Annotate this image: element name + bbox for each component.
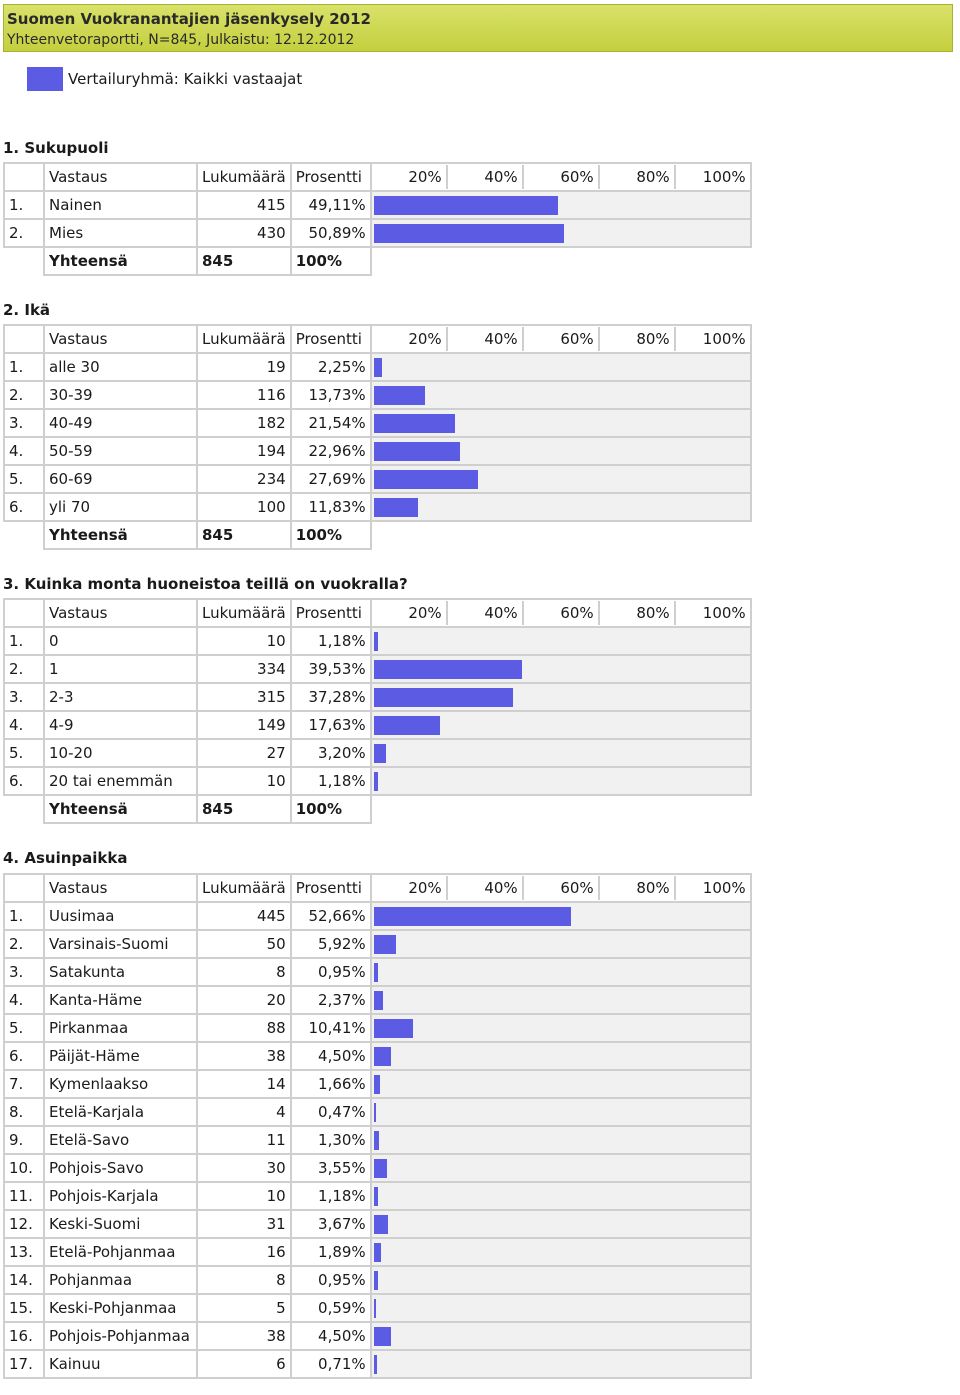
row-answer-label: Päijät-Häme — [44, 1042, 197, 1070]
results-table — [3, 162, 752, 276]
scale-tick-label: 20% — [372, 165, 448, 189]
percent-bar — [374, 1355, 377, 1374]
table-row — [4, 1154, 751, 1182]
bar-cell — [371, 930, 751, 958]
percent-bar — [374, 963, 378, 982]
row-count: 16 — [197, 1238, 291, 1266]
table-row — [4, 1350, 751, 1378]
total-count: 845 — [197, 795, 291, 823]
row-answer-label: 60-69 — [44, 465, 197, 493]
scale-tick-label: 100% — [702, 168, 746, 186]
scale-tick-label: 80% — [600, 601, 676, 625]
percent-bar — [374, 442, 460, 461]
bar-cell — [371, 381, 751, 409]
row-answer-label: 4-9 — [44, 711, 197, 739]
total-label: Yhteensä — [44, 795, 197, 823]
total-label: Yhteensä — [44, 247, 197, 275]
row-percent: 21,54% — [291, 409, 371, 437]
row-count: 38 — [197, 1322, 291, 1350]
total-blank-cell — [371, 247, 751, 275]
total-count: 845 — [197, 247, 291, 275]
table-row — [4, 381, 751, 409]
row-number: 7. — [4, 1070, 44, 1098]
column-header-answer: Vastaus — [44, 599, 197, 627]
scale-tick-label: 80% — [600, 165, 676, 189]
row-answer-label: 50-59 — [44, 437, 197, 465]
percent-bar — [374, 1299, 376, 1318]
row-answer-label: Pohjois-Pohjanmaa — [44, 1322, 197, 1350]
row-count: 19 — [197, 353, 291, 381]
row-percent: 1,30% — [291, 1126, 371, 1154]
question-title: 3. Kuinka monta huoneistoa teillä on vuokralla? — [3, 575, 408, 593]
total-blank-cell — [371, 521, 751, 549]
row-count: 38 — [197, 1042, 291, 1070]
column-header-count: Lukumäärä — [197, 874, 291, 902]
table-row — [4, 1126, 751, 1154]
row-number: 12. — [4, 1210, 44, 1238]
row-number: 14. — [4, 1266, 44, 1294]
row-count: 88 — [197, 1014, 291, 1042]
row-percent: 3,20% — [291, 739, 371, 767]
row-percent: 1,18% — [291, 627, 371, 655]
table-row — [4, 1098, 751, 1126]
table-row — [4, 1294, 751, 1322]
table-row — [4, 437, 751, 465]
table-row — [4, 902, 751, 930]
row-count: 334 — [197, 655, 291, 683]
row-count: 415 — [197, 191, 291, 219]
table-row — [4, 219, 751, 247]
row-percent: 13,73% — [291, 381, 371, 409]
row-count: 50 — [197, 930, 291, 958]
bar-cell — [371, 711, 751, 739]
row-count: 430 — [197, 219, 291, 247]
bar-cell — [371, 219, 751, 247]
row-number: 4. — [4, 986, 44, 1014]
percent-bar — [374, 1159, 387, 1178]
row-answer-label: Pohjanmaa — [44, 1266, 197, 1294]
row-answer-label: Etelä-Pohjanmaa — [44, 1238, 197, 1266]
table-row — [4, 1210, 751, 1238]
scale-tick-label: 20% — [372, 876, 448, 900]
row-number: 2. — [4, 930, 44, 958]
row-count: 234 — [197, 465, 291, 493]
row-count: 5 — [197, 1294, 291, 1322]
scale-tick-label: 60% — [524, 165, 600, 189]
row-answer-label: Pohjois-Karjala — [44, 1182, 197, 1210]
row-number: 15. — [4, 1294, 44, 1322]
row-percent: 1,66% — [291, 1070, 371, 1098]
bar-cell — [371, 191, 751, 219]
row-percent: 2,37% — [291, 986, 371, 1014]
results-table — [3, 324, 752, 550]
table-row — [4, 1266, 751, 1294]
legend-label: Vertailuryhmä: Kaikki vastaajat — [68, 70, 303, 88]
row-number: 1. — [4, 902, 44, 930]
row-answer-label: Pirkanmaa — [44, 1014, 197, 1042]
row-percent: 0,59% — [291, 1294, 371, 1322]
row-number: 10. — [4, 1154, 44, 1182]
report-header — [3, 4, 953, 52]
percent-bar — [374, 470, 478, 489]
row-count: 10 — [197, 767, 291, 795]
bar-cell — [371, 986, 751, 1014]
header-blank-cell — [4, 874, 44, 902]
percent-bar — [374, 1187, 378, 1206]
row-answer-label: Mies — [44, 219, 197, 247]
bar-cell — [371, 493, 751, 521]
bar-cell — [371, 1098, 751, 1126]
row-count: 149 — [197, 711, 291, 739]
row-number: 1. — [4, 627, 44, 655]
row-percent: 39,53% — [291, 655, 371, 683]
percent-bar — [374, 386, 425, 405]
column-header-count: Lukumäärä — [197, 599, 291, 627]
scale-tick-label: 60% — [524, 601, 600, 625]
legend-color-swatch — [27, 67, 63, 91]
table-row — [4, 1322, 751, 1350]
row-count: 27 — [197, 739, 291, 767]
percent-bar — [374, 688, 513, 707]
table-row — [4, 958, 751, 986]
bar-cell — [371, 409, 751, 437]
percent-bar — [374, 196, 558, 215]
table-row — [4, 191, 751, 219]
table-header-row — [4, 599, 751, 627]
row-answer-label: Keski-Pohjanmaa — [44, 1294, 197, 1322]
table-row — [4, 627, 751, 655]
bar-cell — [371, 1182, 751, 1210]
column-header-answer: Vastaus — [44, 163, 197, 191]
table-row — [4, 986, 751, 1014]
total-blank-cell — [4, 247, 44, 275]
percent-bar — [374, 716, 440, 735]
percent-bar — [374, 744, 386, 763]
row-answer-label: Kainuu — [44, 1350, 197, 1378]
bar-cell — [371, 1294, 751, 1322]
row-number: 6. — [4, 767, 44, 795]
table-row — [4, 711, 751, 739]
row-answer-label: Uusimaa — [44, 902, 197, 930]
header-blank-cell — [4, 325, 44, 353]
row-percent: 4,50% — [291, 1322, 371, 1350]
total-blank-cell — [4, 795, 44, 823]
row-percent: 11,83% — [291, 493, 371, 521]
scale-header — [371, 874, 751, 902]
row-percent: 3,67% — [291, 1210, 371, 1238]
column-header-answer: Vastaus — [44, 325, 197, 353]
row-answer-label: Satakunta — [44, 958, 197, 986]
row-number: 2. — [4, 219, 44, 247]
row-count: 116 — [197, 381, 291, 409]
row-count: 20 — [197, 986, 291, 1014]
row-percent: 37,28% — [291, 683, 371, 711]
row-number: 2. — [4, 655, 44, 683]
row-percent: 10,41% — [291, 1014, 371, 1042]
column-header-count: Lukumäärä — [197, 163, 291, 191]
total-percent: 100% — [291, 795, 371, 823]
row-percent: 0,47% — [291, 1098, 371, 1126]
row-answer-label: Kymenlaakso — [44, 1070, 197, 1098]
row-answer-label: Keski-Suomi — [44, 1210, 197, 1238]
total-count: 845 — [197, 521, 291, 549]
bar-cell — [371, 1154, 751, 1182]
row-number: 3. — [4, 683, 44, 711]
bar-cell — [371, 767, 751, 795]
table-row — [4, 655, 751, 683]
row-count: 10 — [197, 627, 291, 655]
percent-bar — [374, 991, 383, 1010]
column-header-percent: Prosentti — [291, 325, 371, 353]
row-number: 3. — [4, 958, 44, 986]
row-percent: 52,66% — [291, 902, 371, 930]
percent-bar — [374, 660, 522, 679]
bar-cell — [371, 1014, 751, 1042]
total-blank-cell — [371, 795, 751, 823]
row-percent: 49,11% — [291, 191, 371, 219]
results-table — [3, 598, 752, 824]
scale-tick-label: 60% — [524, 876, 600, 900]
row-number: 8. — [4, 1098, 44, 1126]
row-count: 6 — [197, 1350, 291, 1378]
scale-header — [371, 163, 751, 191]
scale-tick-label: 20% — [372, 327, 448, 351]
row-percent: 1,18% — [291, 767, 371, 795]
bar-cell — [371, 627, 751, 655]
row-answer-label: Kanta-Häme — [44, 986, 197, 1014]
table-row — [4, 767, 751, 795]
percent-bar — [374, 1243, 381, 1262]
bar-cell — [371, 1238, 751, 1266]
percent-bar — [374, 935, 396, 954]
row-count: 14 — [197, 1070, 291, 1098]
scale-tick-label: 100% — [702, 330, 746, 348]
total-label: Yhteensä — [44, 521, 197, 549]
row-count: 11 — [197, 1126, 291, 1154]
total-blank-cell — [4, 521, 44, 549]
row-number: 13. — [4, 1238, 44, 1266]
scale-tick-label: 40% — [448, 327, 524, 351]
percent-bar — [374, 1215, 388, 1234]
bar-cell — [371, 353, 751, 381]
bar-cell — [371, 1042, 751, 1070]
row-answer-label: 0 — [44, 627, 197, 655]
row-number: 5. — [4, 465, 44, 493]
bar-cell — [371, 437, 751, 465]
row-percent: 22,96% — [291, 437, 371, 465]
row-count: 8 — [197, 1266, 291, 1294]
percent-bar — [374, 1103, 376, 1122]
row-answer-label: alle 30 — [44, 353, 197, 381]
row-answer-label: Nainen — [44, 191, 197, 219]
table-header-row — [4, 163, 751, 191]
row-answer-label: 20 tai enemmän — [44, 767, 197, 795]
row-number: 17. — [4, 1350, 44, 1378]
percent-bar — [374, 224, 564, 243]
row-count: 30 — [197, 1154, 291, 1182]
bar-cell — [371, 655, 751, 683]
row-percent: 17,63% — [291, 711, 371, 739]
bar-cell — [371, 1350, 751, 1378]
bar-cell — [371, 683, 751, 711]
percent-bar — [374, 1047, 391, 1066]
total-row — [4, 521, 751, 549]
table-row — [4, 1014, 751, 1042]
bar-cell — [371, 958, 751, 986]
scale-header — [371, 599, 751, 627]
scale-tick-label: 80% — [600, 876, 676, 900]
bar-cell — [371, 739, 751, 767]
table-row — [4, 1042, 751, 1070]
scale-tick-label: 80% — [600, 327, 676, 351]
percent-bar — [374, 498, 418, 517]
row-number: 1. — [4, 191, 44, 219]
row-count: 182 — [197, 409, 291, 437]
row-answer-label: 2-3 — [44, 683, 197, 711]
question-title: 1. Sukupuoli — [3, 139, 109, 157]
row-count: 194 — [197, 437, 291, 465]
row-answer-label: Etelä-Karjala — [44, 1098, 197, 1126]
row-answer-label: 40-49 — [44, 409, 197, 437]
bar-cell — [371, 1322, 751, 1350]
column-header-percent: Prosentti — [291, 163, 371, 191]
total-percent: 100% — [291, 521, 371, 549]
table-row — [4, 493, 751, 521]
scale-tick-label: 100% — [702, 879, 746, 897]
question-title: 2. Ikä — [3, 301, 51, 319]
row-number: 11. — [4, 1182, 44, 1210]
row-number: 3. — [4, 409, 44, 437]
table-row — [4, 1238, 751, 1266]
percent-bar — [374, 632, 378, 651]
bar-cell — [371, 1126, 751, 1154]
percent-bar — [374, 1327, 391, 1346]
percent-bar — [374, 1019, 413, 1038]
row-count: 100 — [197, 493, 291, 521]
bar-cell — [371, 1210, 751, 1238]
percent-bar — [374, 1075, 380, 1094]
row-percent: 27,69% — [291, 465, 371, 493]
scale-tick-label: 40% — [448, 601, 524, 625]
row-number: 5. — [4, 1014, 44, 1042]
row-number: 6. — [4, 493, 44, 521]
total-row — [4, 247, 751, 275]
table-header-row — [4, 874, 751, 902]
table-row — [4, 930, 751, 958]
column-header-percent: Prosentti — [291, 599, 371, 627]
row-number: 16. — [4, 1322, 44, 1350]
row-answer-label: 30-39 — [44, 381, 197, 409]
scale-header — [371, 325, 751, 353]
percent-bar — [374, 1271, 378, 1290]
scale-tick-label: 100% — [702, 604, 746, 622]
header-blank-cell — [4, 163, 44, 191]
row-percent: 2,25% — [291, 353, 371, 381]
scale-tick-label: 40% — [448, 165, 524, 189]
percent-bar — [374, 414, 455, 433]
row-percent: 0,95% — [291, 1266, 371, 1294]
bar-cell — [371, 1266, 751, 1294]
row-number: 6. — [4, 1042, 44, 1070]
row-answer-label: Varsinais-Suomi — [44, 930, 197, 958]
row-count: 445 — [197, 902, 291, 930]
bar-cell — [371, 465, 751, 493]
row-number: 9. — [4, 1126, 44, 1154]
scale-tick-label: 40% — [448, 876, 524, 900]
total-row — [4, 795, 751, 823]
row-count: 315 — [197, 683, 291, 711]
row-answer-label: yli 70 — [44, 493, 197, 521]
table-row — [4, 409, 751, 437]
table-row — [4, 1182, 751, 1210]
percent-bar — [374, 772, 378, 791]
report-subtitle: Yhteenvetoraportti, N=845, Julkaistu: 12.12.2012 — [7, 32, 355, 48]
row-percent: 1,89% — [291, 1238, 371, 1266]
column-header-answer: Vastaus — [44, 874, 197, 902]
column-header-percent: Prosentti — [291, 874, 371, 902]
table-row — [4, 353, 751, 381]
row-answer-label: Pohjois-Savo — [44, 1154, 197, 1182]
column-header-count: Lukumäärä — [197, 325, 291, 353]
percent-bar — [374, 907, 571, 926]
row-answer-label: Etelä-Savo — [44, 1126, 197, 1154]
row-count: 8 — [197, 958, 291, 986]
scale-tick-label: 20% — [372, 601, 448, 625]
table-header-row — [4, 325, 751, 353]
table-row — [4, 683, 751, 711]
row-number: 4. — [4, 711, 44, 739]
results-table — [3, 873, 752, 1379]
row-count: 10 — [197, 1182, 291, 1210]
row-percent: 1,18% — [291, 1182, 371, 1210]
row-number: 2. — [4, 381, 44, 409]
row-percent: 0,71% — [291, 1350, 371, 1378]
row-answer-label: 10-20 — [44, 739, 197, 767]
table-row — [4, 465, 751, 493]
header-blank-cell — [4, 599, 44, 627]
row-number: 4. — [4, 437, 44, 465]
row-percent: 0,95% — [291, 958, 371, 986]
bar-cell — [371, 1070, 751, 1098]
row-count: 31 — [197, 1210, 291, 1238]
percent-bar — [374, 1131, 379, 1150]
row-percent: 4,50% — [291, 1042, 371, 1070]
question-title: 4. Asuinpaikka — [3, 849, 128, 867]
report-title: Suomen Vuokranantajien jäsenkysely 2012 — [7, 10, 371, 28]
row-number: 5. — [4, 739, 44, 767]
table-row — [4, 739, 751, 767]
bar-cell — [371, 902, 751, 930]
scale-tick-label: 60% — [524, 327, 600, 351]
total-percent: 100% — [291, 247, 371, 275]
row-answer-label: 1 — [44, 655, 197, 683]
percent-bar — [374, 358, 382, 377]
row-count: 4 — [197, 1098, 291, 1126]
table-row — [4, 1070, 751, 1098]
row-percent: 50,89% — [291, 219, 371, 247]
row-percent: 5,92% — [291, 930, 371, 958]
row-percent: 3,55% — [291, 1154, 371, 1182]
row-number: 1. — [4, 353, 44, 381]
